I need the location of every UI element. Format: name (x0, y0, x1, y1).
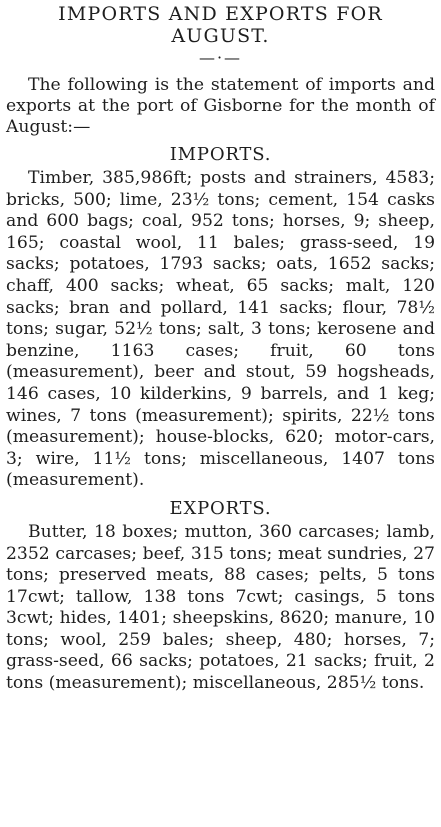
title-line-1: IMPORTS AND EXPORTS FOR (58, 3, 383, 25)
exports-heading: EXPORTS. (169, 497, 272, 519)
title-divider: —·— (198, 48, 243, 67)
imports-heading: IMPORTS. (169, 144, 272, 165)
imports-paragraph: Timber, 385,986ft; posts and strainers, 4583; bricks, 500; lime, 23½ tons; cement, 154 casks and 600 bags; coal, 952 tons; horses, 9; sheep, 165; coastal wool, 11 bales; grass-seed, 19 sacks; potatoes, 1793 sacks; oats, 1652 sacks; chaff, 400 sacks; wheat, 65 sacks; malt, 120 sacks; bran and pollard, 141 sacks; flour, 78½ tons; sugar, 52½ tons; salt, 3 tons; kerosene and benzine, 1163 cases; fruit, 60 tons (measurement), beer and stout, 59 hogsheads, 146 cases, 10 kilderkins, 9 barrels, and 1 keg; wines, 7 tons (measurement); spirits, 22½ tons (measurement); house-blocks, 620; motor-cars, 3; wire, 11½ tons; miscellaneous, 1407 tons (measurement). (6, 168, 435, 491)
exports-paragraph: Butter, 18 boxes; mutton, 360 carcases; lamb, 2352 carcases; beef, 315 tons; meat sundries, 27 tons; preserved meats, 88 cases; pelts, 5 tons 17cwt; tallow, 138 tons 7cwt; casings, 5 tons 3cwt; hides, 1401; sheepskins, 8620; manure, 10 tons; wool, 259 bales; sheep, 480; horses, 7; grass-seed, 66 sacks; potatoes, 21 sacks; fruit, 2 tons (measurement); miscellaneous, 285½ tons. (6, 521, 435, 694)
intro-paragraph: The following is the statement of imports and exports at the port of Gisborne for the month of August:— (6, 75, 435, 137)
article-title (0, 0, 441, 47)
title-line-2: AUGUST. (171, 25, 270, 47)
